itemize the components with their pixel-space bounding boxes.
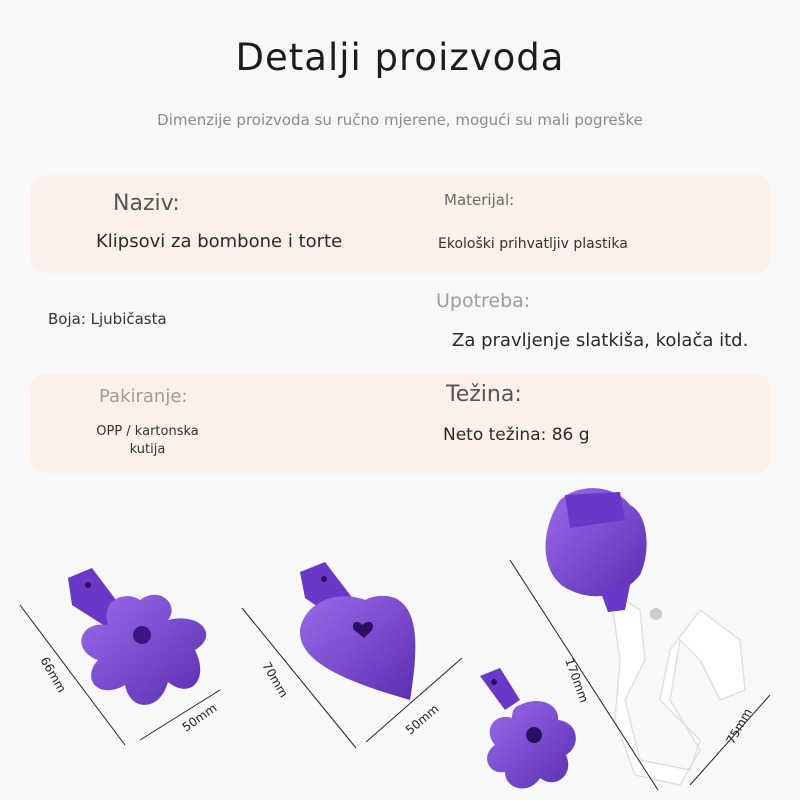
spec-band-top xyxy=(30,175,771,273)
flower-clip xyxy=(480,668,576,788)
page-subtitle: Dimenzije proizvoda su ručno mjerene, mogući su mali pogreške xyxy=(157,111,643,129)
color-text: Boja: Ljubičasta xyxy=(48,310,167,328)
packing-value-line2: kutija xyxy=(129,442,166,457)
name-label: Naziv: xyxy=(113,191,180,216)
product-illustration xyxy=(0,470,800,800)
star-width-label: 50mm xyxy=(179,700,220,735)
heart-height-label: 70mm xyxy=(259,659,291,700)
tongs-length-label: 170mm xyxy=(562,656,592,705)
weight-label: Težina: xyxy=(446,382,522,407)
name-value: Klipsovi za bombone i torte xyxy=(96,231,343,252)
usage-value: Za pravljenje slatkiša, kolača itd. xyxy=(452,330,749,351)
material-value: Ekološki prihvatljiv plastika xyxy=(438,236,628,252)
usage-label: Upotreba: xyxy=(436,290,531,312)
tongs-width-label: 75mm xyxy=(723,706,755,747)
weight-value: Neto težina: 86 g xyxy=(443,425,590,445)
star-height-label: 66mm xyxy=(37,654,69,695)
page-title: Detalji proizvoda xyxy=(235,36,565,79)
star-clip xyxy=(68,568,206,705)
packing-value-line1: OPP / kartonska xyxy=(96,424,199,439)
material-label: Materijal: xyxy=(444,191,515,209)
packing-label: Pakiranje: xyxy=(99,386,188,407)
heart-width-label: 50mm xyxy=(402,701,442,738)
heart-clip xyxy=(300,562,415,700)
